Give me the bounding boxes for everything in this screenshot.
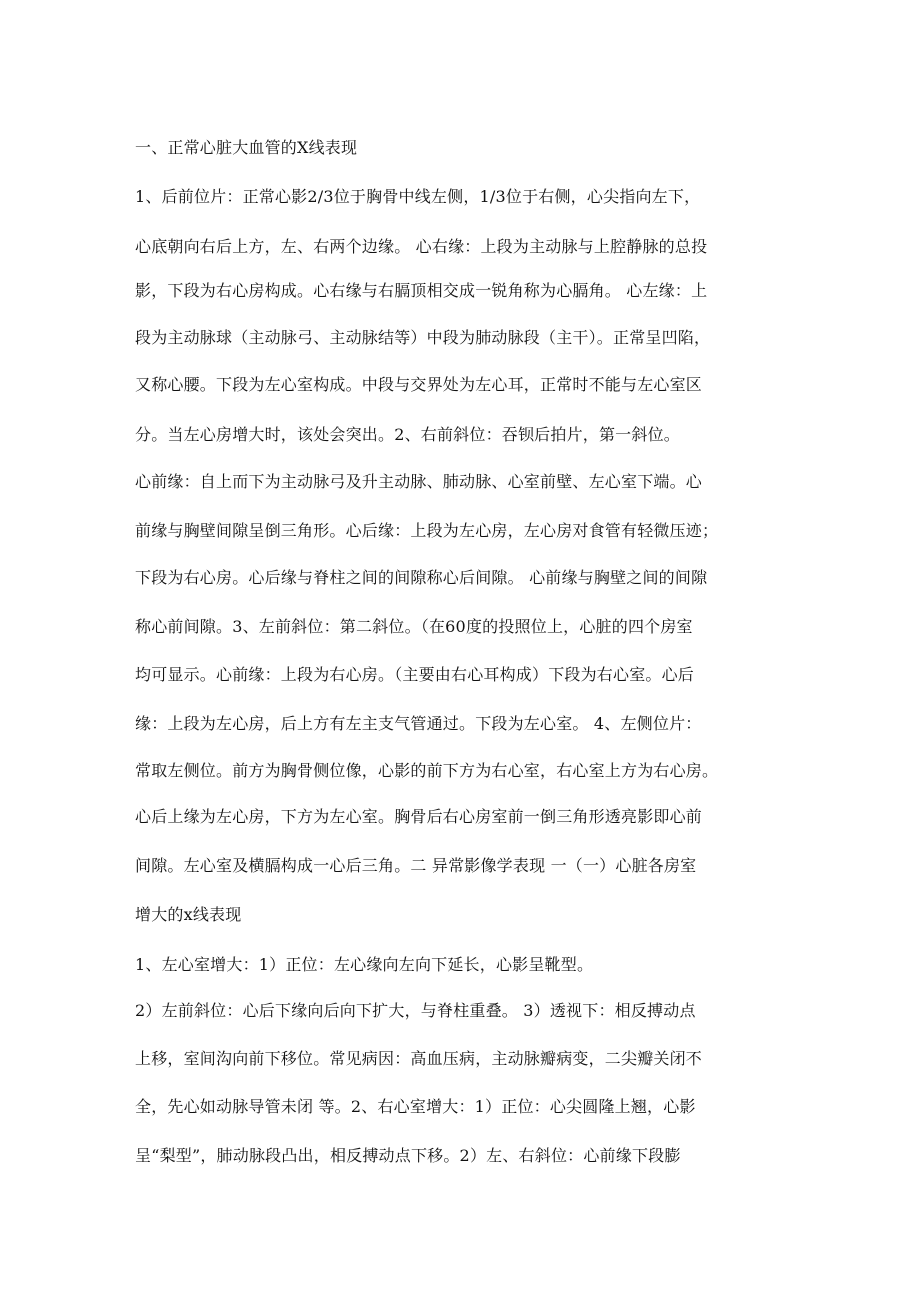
text-line: 均可显示。心前缘：上段为右心房。（主要由右心耳构成）下段为右心室。心后	[135, 665, 695, 684]
text-line: 心前缘：自上而下为主动脉弓及升主动脉、肺动脉、心室前壁、左心室下端。心	[135, 472, 703, 491]
text-line: 上移，室间沟向前下移位。常见病因：高血压病，主动脉瓣病变，二尖瓣关闭不	[135, 1049, 703, 1068]
text-line: 1、左心室增大：1）正位：左心缘向左向下延长，心影呈靴型。	[135, 955, 594, 974]
text-line: 一、正常心脏大血管的X线表现	[135, 138, 358, 157]
text-line: 称心前间隙。3、左前斜位：第二斜位。（在60度的投照位上，心脏的四个房室	[135, 617, 693, 636]
text-line: 前缘与胸壁间隙呈倒三角形。心后缘：上段为左心房，左心房对食管有轻微压迹；	[135, 521, 719, 540]
text-line: 1、后前位片：正常心影2/3位于胸骨中线左侧，1/3位于右侧，心尖指向左下，	[135, 187, 701, 206]
text-line: 呈“梨型”，肺动脉段凸出，相反搏动点下移。2）左、右斜位：心前缘下段膨	[135, 1146, 681, 1165]
text-line: 段为主动脉球（主动脉弓、主动脉结等）中段为肺动脉段（主干）。正常呈凹陷，	[135, 328, 711, 347]
text-line: 间隙。左心室及横膈构成一心后三角。二 异常影像学表现 一（一）心脏各房室	[135, 856, 697, 875]
text-line: 下段为右心房。心后缘与脊柱之间的间隙称心后间隙。 心前缘与胸壁之间的间隙	[135, 568, 708, 587]
text-line: 分。当左心房增大时，该处会突出。2、右前斜位：吞钡后拍片，第一斜位。	[135, 425, 680, 444]
text-line: 常取左侧位。前方为胸骨侧位像，心影的前下方为右心室，右心室上方为右心房。	[135, 761, 719, 780]
text-line: 增大的x线表现	[135, 905, 242, 924]
text-line: 又称心腰。下段为左心室构成。中段与交界处为左心耳，正常时不能与左心室区	[135, 375, 703, 394]
text-line: 缘：上段为左心房，后上方有左主支气管通过。下段为左心室。 4、左侧位片：	[135, 714, 702, 733]
text-line: 心后上缘为左心房，下方为左心室。胸骨后右心房室前一倒三角形透亮影即心前	[135, 807, 703, 826]
text-line: 2）左前斜位：心后下缘向后向下扩大，与脊柱重叠。 3）透视下：相反搏动点	[135, 1001, 696, 1020]
text-line: 全，先心如动脉导管未闭 等。2、右心室增大：1）正位：心尖圆隆上翘，心影	[135, 1097, 696, 1116]
text-line: 心底朝向右后上方，左、右两个边缘。 心右缘：上段为主动脉与上腔静脉的总投	[135, 237, 708, 256]
text-line: 影，下段为右心房构成。心右缘与右膈顶相交成一锐角称为心膈角。 心左缘：上	[135, 281, 708, 300]
